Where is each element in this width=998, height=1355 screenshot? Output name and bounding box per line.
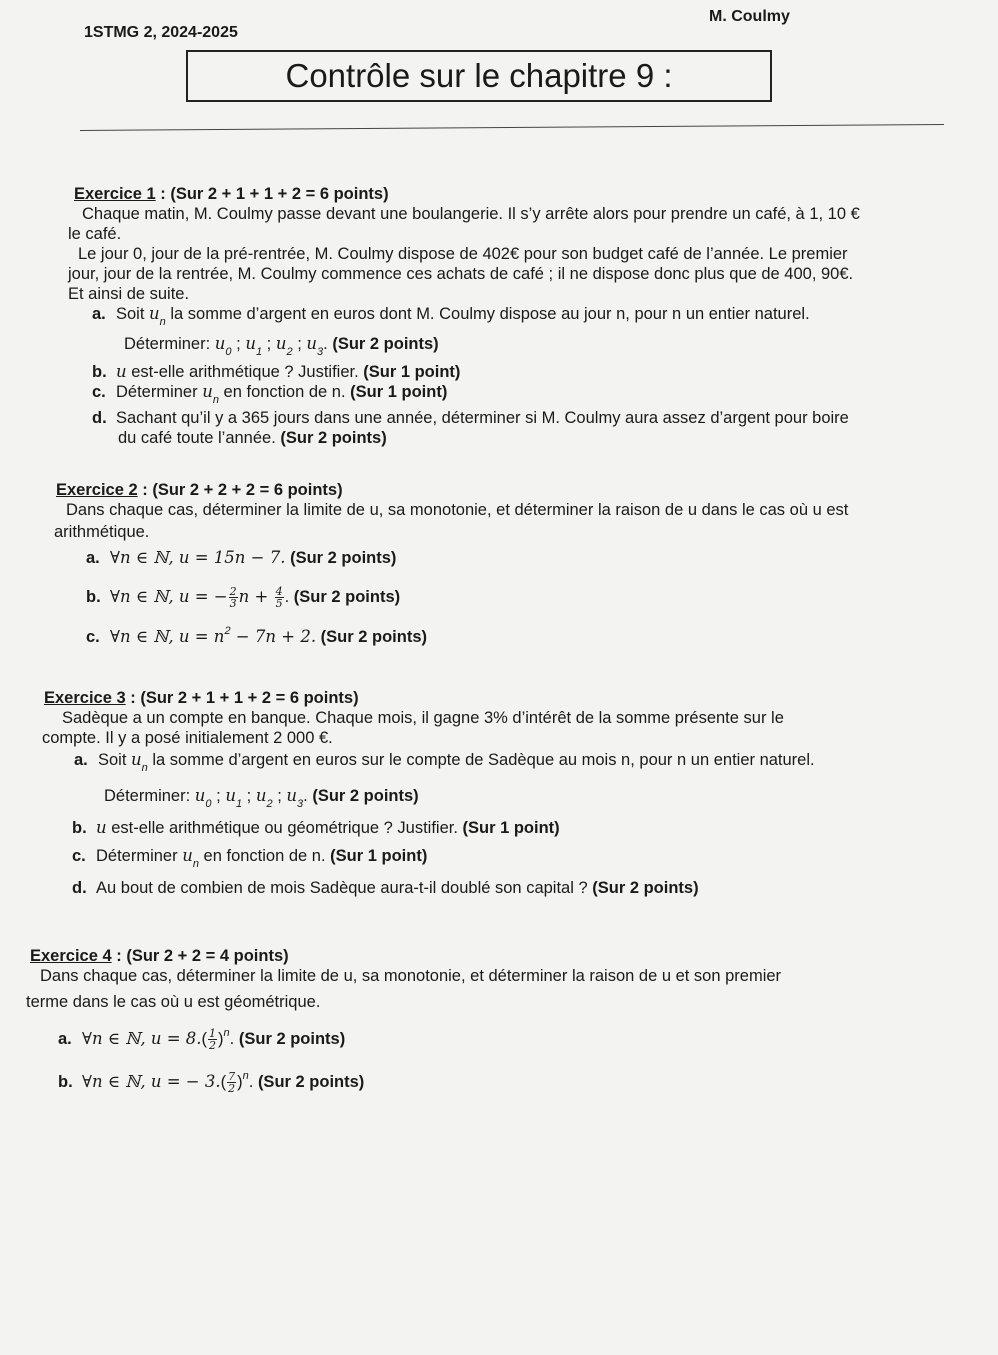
ex3-a-text1: Soit: [98, 751, 132, 769]
ex4-a-dot: .: [229, 1029, 235, 1048]
ex1-b-text: est-elle arithmétique ? Justifier.: [126, 363, 364, 381]
ex3-u2-sub: 2: [266, 798, 273, 810]
ex1-heading: Exercice 1: [74, 185, 156, 203]
ex1-u3: u: [306, 334, 318, 353]
ex2-points: : (Sur 2 + 2 + 2 = 6 points): [137, 481, 343, 499]
ex3-points: : (Sur 2 + 1 + 1 + 2 = 6 points): [125, 689, 359, 707]
ex4-a-po: (: [201, 1029, 208, 1048]
ex3-u2: u: [255, 786, 267, 805]
ex1-p2b: jour, jour de la rentrée, M. Coulmy commence ces achats de café ; il ne dispose donc plus que de 400, 90€.: [68, 265, 854, 283]
ex2-a-formula: ∀n ∈ ℕ, u = 15n − 7.: [110, 548, 286, 567]
ex3-c-u: u: [182, 846, 193, 865]
ex4-a-pc: ): [218, 1029, 224, 1048]
ex1-u0-sub: 0: [225, 346, 232, 358]
ex1-u0: u: [214, 334, 226, 353]
ex3-u0: u: [194, 786, 206, 805]
ex1-p2: Le jour 0, jour de la pré-rentrée, M. Coulmy dispose de 402€ pour son budget café de l’année. Le premier: [78, 245, 848, 263]
class-year: 1STMG 2, 2024-2025: [84, 24, 238, 41]
ex1-p1b: le café.: [68, 225, 122, 243]
ex2-b-frac2-den: 5: [275, 597, 283, 610]
ex1-d-label: d.: [92, 409, 107, 427]
ex4-a-pts: (Sur 2 points): [238, 1029, 346, 1048]
ex2-a-label: a.: [86, 549, 100, 567]
ex4-p1: Dans chaque cas, déterminer la limite de u, sa monotonie, et déterminer la raison de u et son premier: [40, 967, 782, 985]
ex4-b-frac-den: 2: [228, 1082, 236, 1095]
title-box: [186, 50, 772, 102]
ex4-a-frac: [208, 1028, 217, 1051]
ex4-a-frac-den: 2: [209, 1039, 217, 1052]
ex3-d-label: d.: [72, 879, 87, 897]
ex2-b-frac2-num: 4: [275, 585, 283, 598]
ex4-heading: Exercice 4: [30, 947, 112, 965]
ex1-u1: u: [245, 334, 256, 353]
ex3-semi3: ;: [272, 787, 287, 805]
ex2-c-tail: − 7n + 2.: [230, 627, 317, 646]
ex1-c-u: u: [202, 382, 213, 401]
ex2-c-exp: 2: [224, 625, 231, 637]
ex3-c-text1: Déterminer: [96, 847, 183, 865]
ex1-c-text2: en fonction de n.: [218, 383, 351, 401]
ex2-c-label: c.: [86, 628, 100, 646]
ex1-c-label: c.: [92, 383, 106, 401]
ex1-b-pts: (Sur 1 point): [363, 363, 461, 381]
ex1-a-sub: n: [159, 316, 166, 328]
teacher-name: M. Coulmy: [709, 8, 790, 25]
ex1-dot: .: [323, 335, 328, 353]
exercise-3: [44, 688, 984, 898]
ex4-b-frac-num: 7: [228, 1070, 236, 1083]
ex4-points: : (Sur 2 + 2 = 4 points): [111, 947, 289, 965]
ex1-d-text2: du café toute l’année.: [118, 429, 281, 447]
exercise-1: [68, 184, 954, 448]
ex1-c-pts: (Sur 1 point): [350, 383, 448, 401]
ex1-c-text1: Déterminer: [116, 383, 203, 401]
ex2-a-pts: (Sur 2 points): [290, 549, 397, 567]
exercise-2: [56, 480, 976, 649]
ex4-b-pts: (Sur 2 points): [257, 1072, 365, 1091]
ex3-c-label: c.: [72, 847, 86, 865]
exercise-4: [26, 946, 990, 1095]
ex1-d-text: Sachant qu’il y a 365 jours dans une année, déterminer si M. Coulmy aura assez d’argent pour boire: [116, 409, 849, 427]
ex1-a-text2: la somme d’argent en euros dont M. Coulmy dispose au jour n, pour n un entier naturel.: [165, 305, 810, 323]
ex1-u2: u: [275, 334, 287, 353]
ex2-b-formula: ∀n ∈ ℕ, u = −: [110, 586, 228, 606]
ex1-u2-sub: 2: [286, 346, 293, 358]
ex3-semi2: ;: [242, 787, 256, 805]
ex4-p1b: terme dans le cas où u est géométrique.: [26, 993, 321, 1011]
ex1-a-pts: (Sur 2 points): [332, 335, 439, 353]
ex1-u1-sub: 1: [255, 346, 263, 358]
ex4-b-exp: n: [242, 1069, 249, 1082]
ex1-a-text1: Soit: [116, 305, 150, 323]
ex4-b-label: b.: [58, 1072, 73, 1091]
ex3-b-u: u: [96, 818, 107, 837]
ex4-b-formula: ∀n ∈ ℕ, u = − 3.: [82, 1071, 221, 1091]
ex2-b-frac1: [229, 586, 238, 609]
ex3-b-label: b.: [72, 819, 87, 837]
ex2-p1b: arithmétique.: [54, 523, 150, 541]
ex3-p1: Sadèque a un compte en banque. Chaque mois, il gagne 3% d’intérêt de la somme présente sur le: [62, 709, 784, 727]
ex2-b-dot: .: [284, 587, 290, 606]
ex3-u3: u: [286, 786, 298, 805]
ex1-semi3: ;: [292, 335, 307, 353]
ex4-b-pc: ): [237, 1072, 243, 1091]
ex3-c-pts: (Sur 1 point): [330, 847, 428, 865]
ex3-a-label: a.: [74, 751, 88, 769]
ex3-u1: u: [225, 786, 236, 805]
ex4-b-dot: .: [248, 1072, 254, 1091]
ex2-b-frac1-den: 3: [229, 597, 237, 610]
ex3-a-text2: la somme d’argent en euros sur le compte de Sadèque au mois n, pour n un entier naturel.: [147, 751, 815, 769]
ex2-b-plus: n +: [238, 586, 274, 606]
ex1-semi2: ;: [262, 335, 276, 353]
ex1-semi1: ;: [231, 335, 246, 353]
ex4-a-exp: n: [223, 1026, 230, 1039]
ex2-b-pts: (Sur 2 points): [293, 587, 401, 606]
ex1-a-det: Déterminer:: [124, 335, 215, 353]
ex1-a-u: u: [149, 304, 160, 323]
ex3-d-text: Au bout de combien de mois Sadèque aura-t-il doublé son capital ?: [96, 879, 593, 897]
ex1-c-sub: n: [212, 394, 219, 406]
ex2-c-pts: (Sur 2 points): [320, 628, 427, 646]
ex3-heading: Exercice 3: [44, 689, 126, 707]
page-title: Contrôle sur le chapitre 9 :: [285, 57, 673, 94]
ex3-a-sub: n: [141, 762, 148, 774]
ex3-u0-sub: 0: [205, 798, 212, 810]
ex4-b-po: (: [220, 1072, 227, 1091]
ex2-p1: Dans chaque cas, déterminer la limite de u, sa monotonie, et déterminer la raison de u dans le cas où u est: [66, 501, 849, 519]
ex4-a-label: a.: [58, 1029, 72, 1048]
ex3-b-pts: (Sur 1 point): [462, 819, 560, 837]
ex1-b-u: u: [116, 362, 127, 381]
ex1-d-pts: (Sur 2 points): [280, 429, 387, 447]
ex1-p3: Et ainsi de suite.: [68, 285, 190, 303]
ex3-u1-sub: 1: [235, 798, 243, 810]
ex2-c-formula: ∀n ∈ ℕ, u = n: [110, 627, 225, 646]
ex3-u3-sub: 3: [297, 798, 304, 810]
ex3-dot: .: [303, 787, 308, 805]
ex1-points: : (Sur 2 + 1 + 1 + 2 = 6 points): [155, 185, 389, 203]
ex3-b-text: est-elle arithmétique ou géométrique ? Justifier.: [106, 819, 463, 837]
ex2-b-frac2: [275, 586, 284, 609]
ex3-a-det: Déterminer:: [104, 787, 195, 805]
ex4-a-frac-num: 1: [209, 1027, 217, 1040]
ex2-heading: Exercice 2: [56, 481, 138, 499]
ex1-b-label: b.: [92, 363, 107, 381]
ex3-c-text2: en fonction de n.: [198, 847, 331, 865]
separator-line: [80, 124, 944, 131]
ex3-c-sub: n: [192, 858, 199, 870]
ex3-a-u: u: [131, 750, 142, 769]
ex3-a-pts: (Sur 2 points): [312, 787, 419, 805]
ex1-u3-sub: 3: [317, 346, 324, 358]
ex1-a-label: a.: [92, 305, 106, 323]
ex1-p1: Chaque matin, M. Coulmy passe devant une boulangerie. Il s’y arrête alors pour prendre un café, à 1, 10 €: [82, 205, 860, 223]
ex3-p1b: compte. Il y a posé initialement 2 000 €.: [42, 729, 333, 747]
ex4-a-formula: ∀n ∈ ℕ, u = 8.: [82, 1028, 202, 1048]
ex3-semi1: ;: [211, 787, 226, 805]
ex3-d-pts: (Sur 2 points): [592, 879, 699, 897]
ex2-b-frac1-num: 2: [229, 585, 237, 598]
ex2-b-label: b.: [86, 587, 101, 606]
ex4-b-frac: [227, 1071, 236, 1094]
